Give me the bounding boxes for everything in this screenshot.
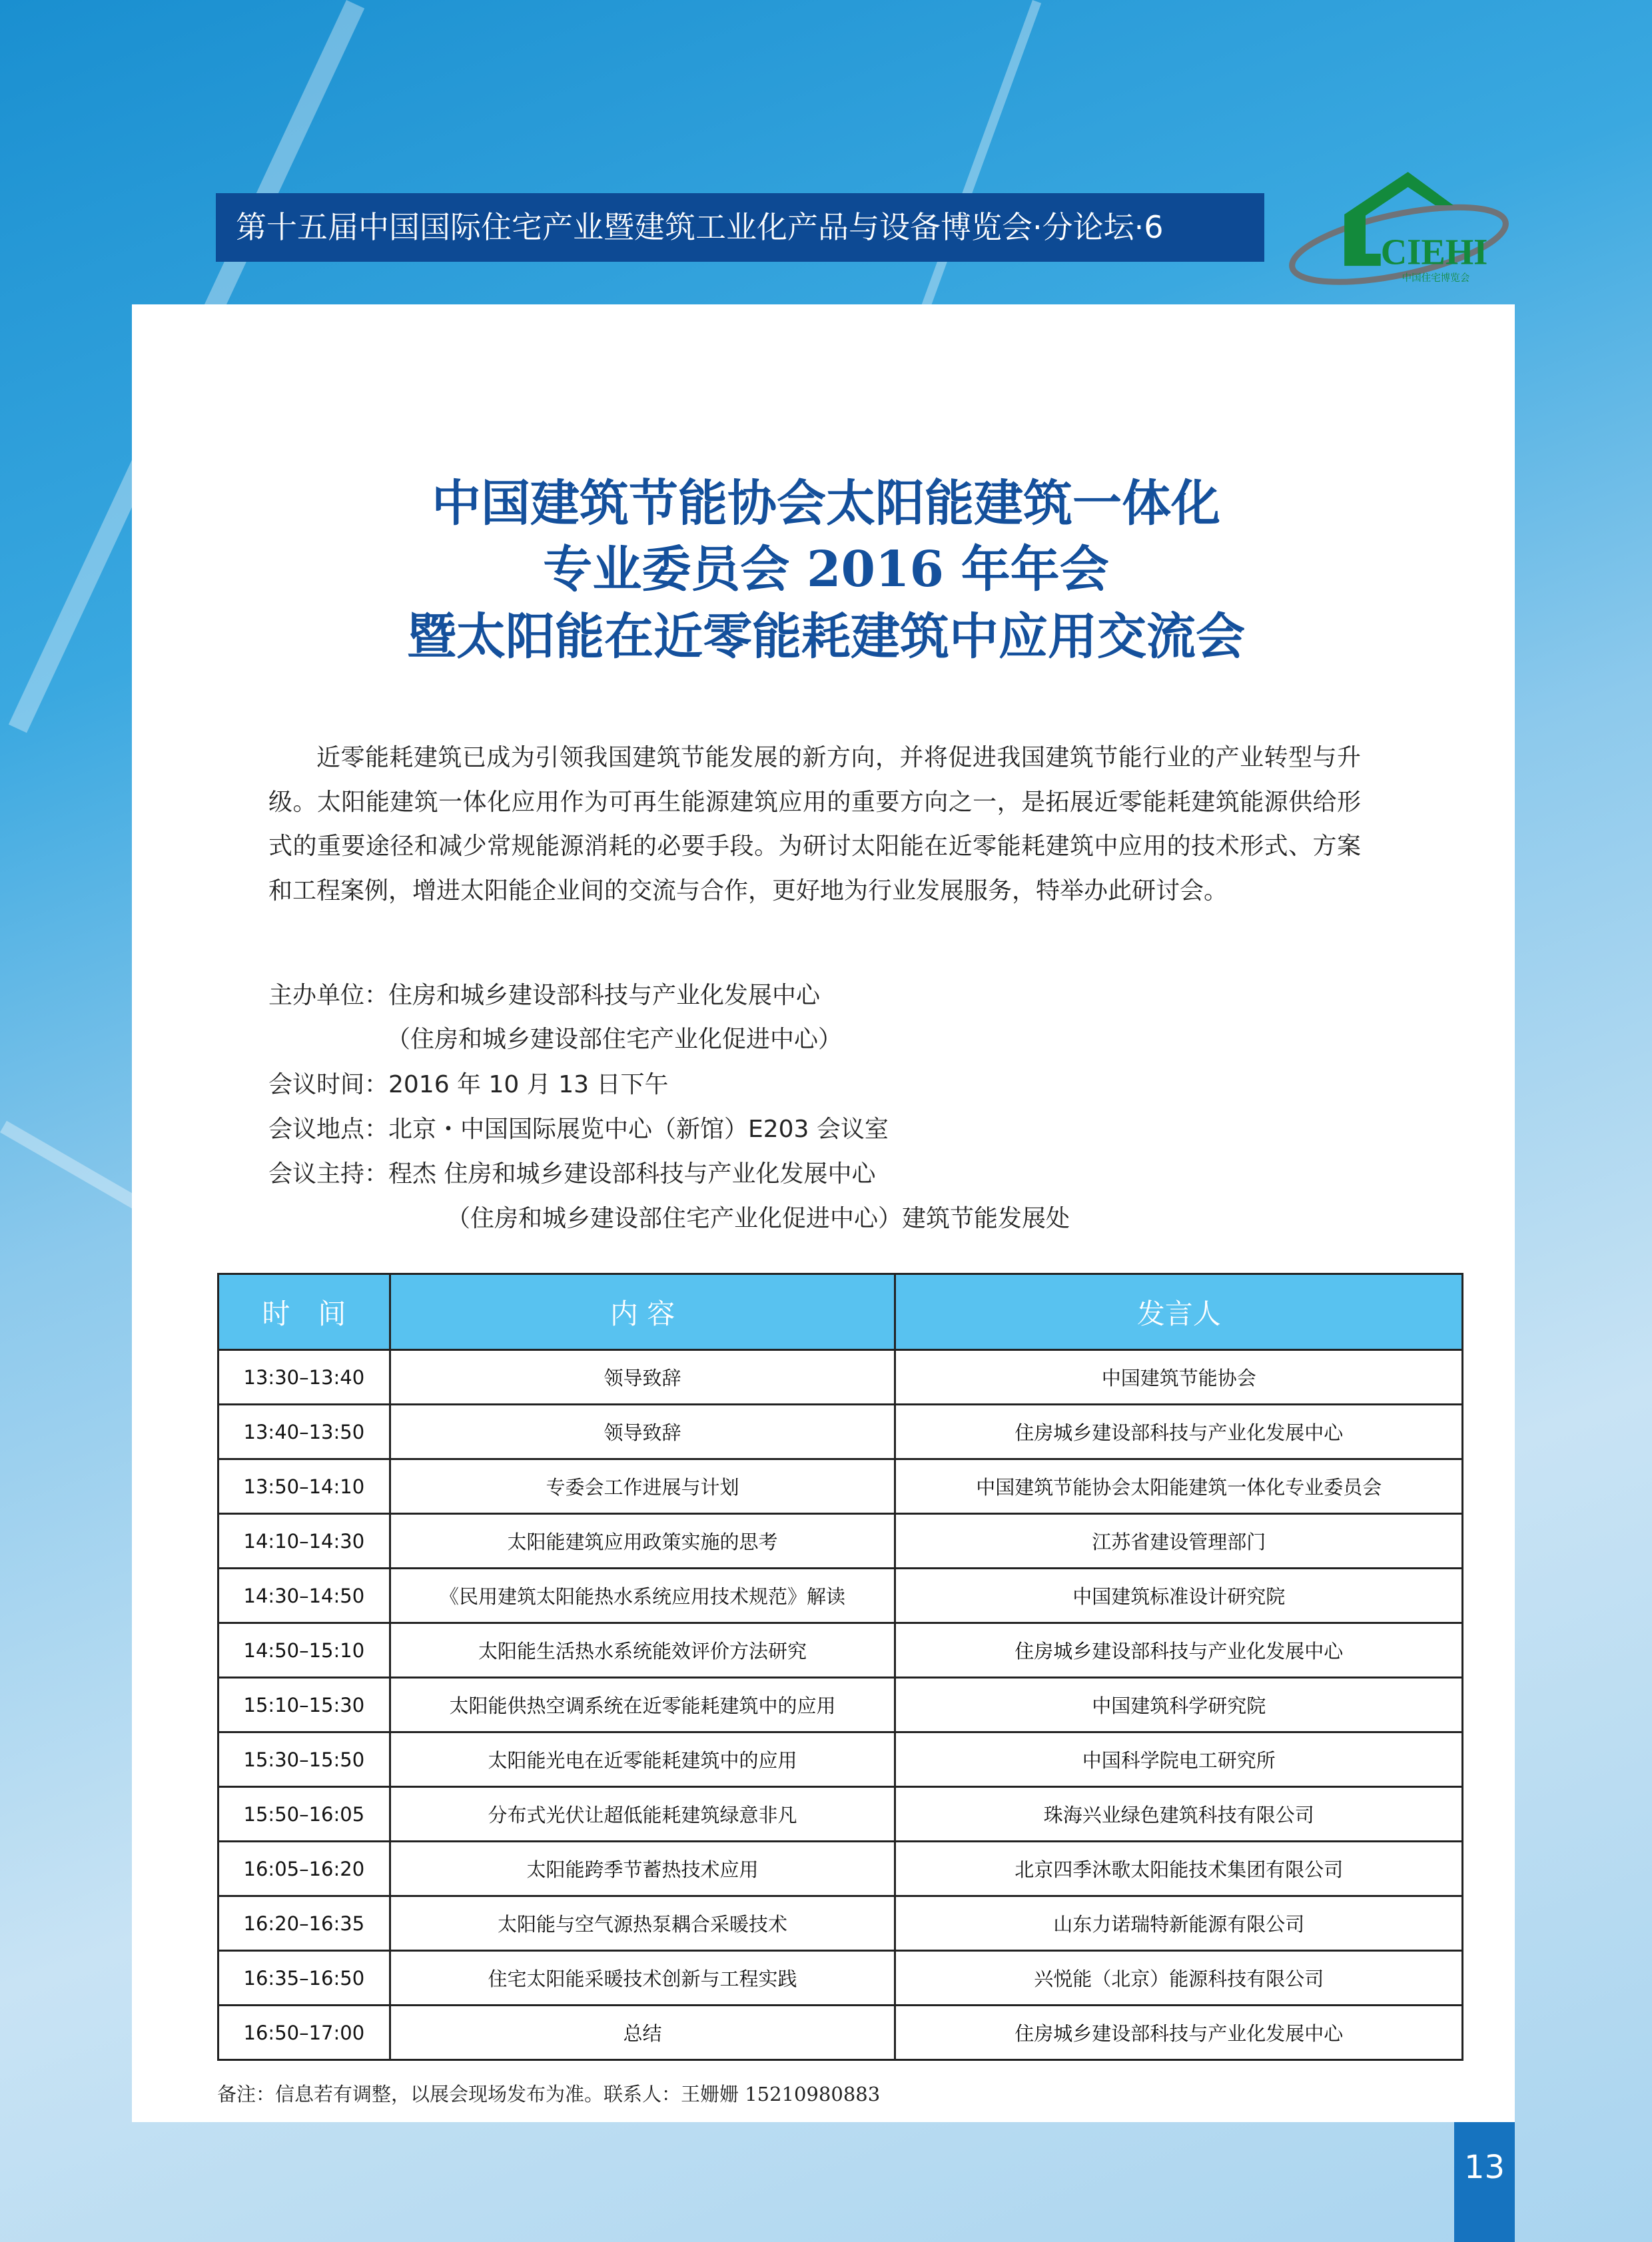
cell-speaker: 住房城乡建设部科技与产业化发展中心: [895, 1405, 1463, 1459]
cell-time: 14:10–14:30: [218, 1514, 390, 1569]
cell-content: 分布式光伏让超低能耗建筑绿意非凡: [390, 1787, 895, 1842]
cell-time: 16:05–16:20: [218, 1842, 390, 1896]
cell-speaker: 北京四季沐歌太阳能技术集团有限公司: [895, 1842, 1463, 1896]
cell-time: 14:30–14:50: [218, 1569, 390, 1623]
cell-speaker: 住房城乡建设部科技与产业化发展中心: [895, 2006, 1463, 2060]
svg-text:中国住宅博览会: 中国住宅博览会: [1402, 272, 1470, 284]
organizer-alt: （住房和城乡建设部住宅产业化促进中心）: [386, 1026, 843, 1053]
meeting-time: 会议时间：2016 年 10 月 13 日下午: [268, 1071, 669, 1098]
cell-content: 总结: [390, 2006, 895, 2060]
meeting-host-dept: （住房和城乡建设部住宅产业化促进中心）建筑节能发展处: [446, 1205, 1070, 1232]
cell-time: 16:50–17:00: [218, 2006, 390, 2060]
cell-content: 领导致辞: [390, 1350, 895, 1405]
cell-content: 专委会工作进展与计划: [390, 1459, 895, 1514]
cell-content: 住宅太阳能采暖技术创新与工程实践: [390, 1951, 895, 2006]
table-row: [218, 1842, 1463, 1896]
page-title-line-2: 专业委员会 2016 年年会: [543, 541, 1109, 598]
header-content: 内 容: [390, 1274, 895, 1350]
cell-speaker: 山东力诺瑞特新能源有限公司: [895, 1896, 1463, 1951]
cell-time: 13:30–13:40: [218, 1350, 390, 1405]
page-title-line-3: 暨太阳能在近零能耗建筑中应用交流会: [407, 608, 1245, 665]
cell-time: 16:20–16:35: [218, 1896, 390, 1951]
header-time: 时 间: [218, 1274, 390, 1350]
cell-time: 16:35–16:50: [218, 1951, 390, 2006]
table-row: [218, 1623, 1463, 1678]
intro-paragraph: 近零能耗建筑已成为引领我国建筑节能发展的新方向，并将促进我国建筑节能行业的产业转型与升级。太阳能建筑一体化应用作为可再生能源建筑应用的重要方向之一，是拓展近零能耗建筑能源供给形式的重要途径和减少常规能源消耗的必要手段。为研讨太阳能在近零能耗建筑中应用的技术形式、方案和工程案例，增进太阳能企业间的交流与合作，更好地为行业发展服务，特举办此研讨会。: [268, 744, 1361, 905]
cell-time: 13:40–13:50: [218, 1405, 390, 1459]
cell-speaker: 兴悦能（北京）能源科技有限公司: [895, 1951, 1463, 2006]
cell-content: 太阳能与空气源热泵耦合采暖技术: [390, 1896, 895, 1951]
cell-speaker: 江苏省建设管理部门: [895, 1514, 1463, 1569]
table-row: [218, 1896, 1463, 1951]
table-header-row: [218, 1274, 1463, 1350]
table-row: [218, 1405, 1463, 1459]
table-row: [218, 2006, 1463, 2060]
svg-text:CIEHI: CIEHI: [1380, 231, 1488, 272]
cell-speaker: 中国建筑节能协会: [895, 1350, 1463, 1405]
cell-time: 15:30–15:50: [218, 1732, 390, 1787]
cell-content: 太阳能生活热水系统能效评价方法研究: [390, 1623, 895, 1678]
table-row: [218, 1350, 1463, 1405]
page-title-line-1: 中国建筑节能协会太阳能建筑一体化: [432, 475, 1220, 532]
organizer: 主办单位：住房和城乡建设部科技与产业化发展中心: [268, 982, 821, 1009]
cell-time: 15:50–16:05: [218, 1787, 390, 1842]
cell-speaker: 中国建筑标准设计研究院: [895, 1569, 1463, 1623]
cell-speaker: 中国建筑科学研究院: [895, 1678, 1463, 1732]
meeting-host: 会议主持：程杰 住房和城乡建设部科技与产业化发展中心: [268, 1160, 876, 1188]
schedule-table: [217, 1273, 1463, 2061]
meeting-location: 会议地点：北京・中国国际展览中心（新馆）E203 会议室: [268, 1116, 889, 1143]
cell-content: 太阳能供热空调系统在近零能耗建筑中的应用: [390, 1678, 895, 1732]
header-banner: 第十五届中国国际住宅产业暨建筑工业化产品与设备博览会·分论坛·6: [216, 193, 1264, 262]
table-row: [218, 1951, 1463, 2006]
cell-speaker: 中国建筑节能协会太阳能建筑一体化专业委员会: [895, 1459, 1463, 1514]
cell-speaker: 珠海兴业绿色建筑科技有限公司: [895, 1787, 1463, 1842]
cell-content: 太阳能光电在近零能耗建筑中的应用: [390, 1732, 895, 1787]
table-row: [218, 1459, 1463, 1514]
page-number: 13: [1454, 2122, 1515, 2242]
ciehi-logo: [1279, 160, 1519, 293]
cell-time: 14:50–15:10: [218, 1623, 390, 1678]
table-row: [218, 1678, 1463, 1732]
cell-speaker: 中国科学院电工研究所: [895, 1732, 1463, 1787]
footnote: 备注：信息若有调整，以展会现场发布为准。联系人：王姗姗 15210980883: [217, 2083, 881, 2105]
table-row: [218, 1569, 1463, 1623]
cell-content: 领导致辞: [390, 1405, 895, 1459]
cell-content: 太阳能建筑应用政策实施的思考: [390, 1514, 895, 1569]
table-row: [218, 1732, 1463, 1787]
cell-content: 《民用建筑太阳能热水系统应用技术规范》解读: [390, 1569, 895, 1623]
header-speaker: 发言人: [895, 1274, 1463, 1350]
cell-time: 13:50–14:10: [218, 1459, 390, 1514]
table-row: [218, 1514, 1463, 1569]
cell-content: 太阳能跨季节蓄热技术应用: [390, 1842, 895, 1896]
cell-time: 15:10–15:30: [218, 1678, 390, 1732]
table-row: [218, 1787, 1463, 1842]
cell-speaker: 住房城乡建设部科技与产业化发展中心: [895, 1623, 1463, 1678]
